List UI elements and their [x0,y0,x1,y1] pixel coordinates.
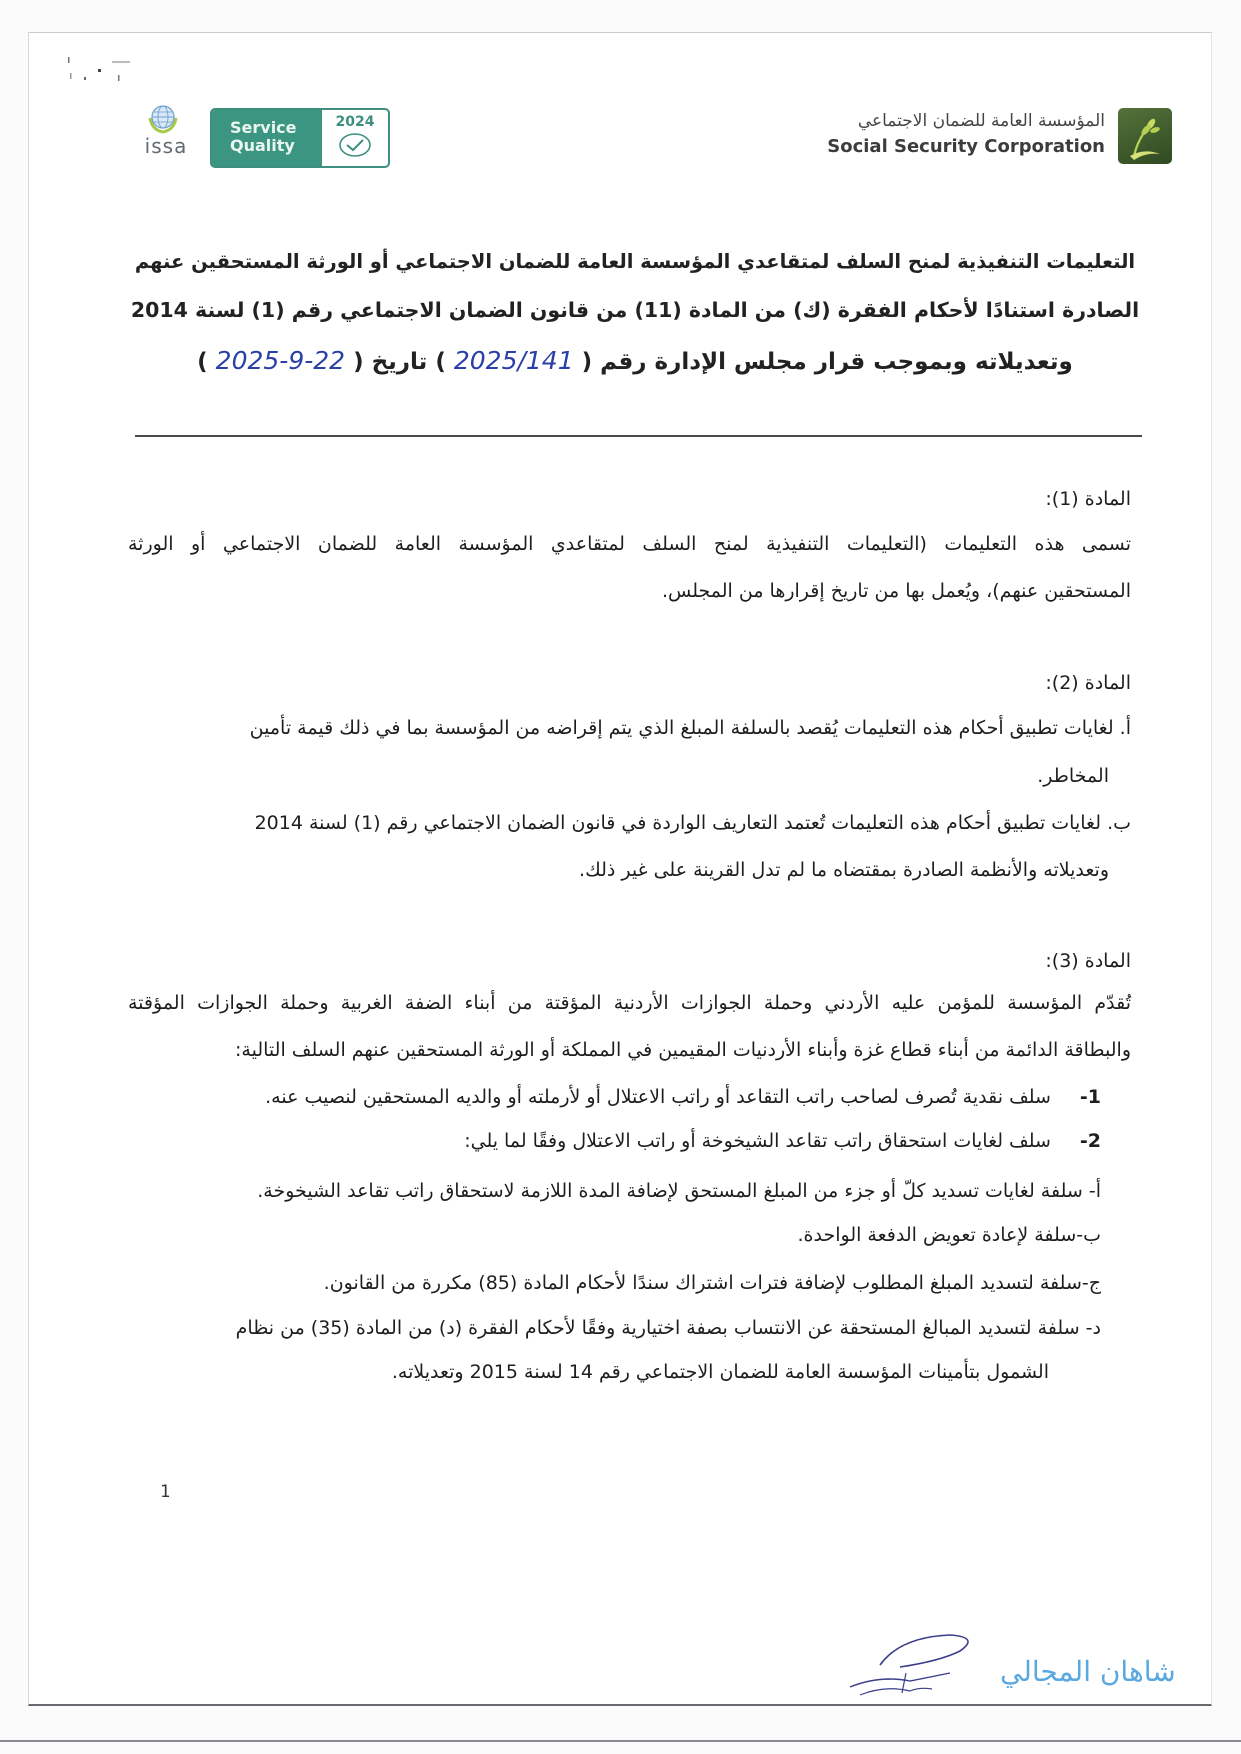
article-1-line-1: تسمى هذه التعليمات (التعليمات التنفيذية لمنح السلف لمتقاعدي المؤسسة العامة للضمان الاجتماعي أو الورثة [128,533,1131,555]
article-2-item-b [128,812,1131,834]
org-name-english: Social Security Corporation [827,136,1105,157]
article-3-intro-line-2: والبطاقة الدائمة من أبناء قطاع غزة وأبناء الأردنيات المقيمين في المملكة أو الورثة المستحقين عنهم السلف التالية: [235,1039,1131,1061]
title-line-3-suffix: ) [197,349,208,375]
title-divider [135,435,1142,437]
article-3-item-2-marker: 2- [1079,1130,1101,1152]
article-3-subitem-d-line-1: سلفة لتسديد المبالغ المستحقة عن الانتساب بصفة اختيارية وفقًا لأحكام الفقرة (د) من المادة (35) من نظام [235,1317,1080,1339]
article-3-item-2 [464,1130,1101,1152]
service-quality-label [212,110,322,166]
issa-logo-text: issa [144,134,188,158]
article-2-item-a [128,717,1131,739]
article-2-item-b-line-2: وتعديلاته والأنظمة الصادرة بمقتضاه ما لم تدل القرينة على غير ذلك. [579,859,1109,881]
ssc-logo [1118,108,1172,164]
scan-edge-line [0,1740,1241,1742]
article-2-item-b-line-1: لغايات تطبيق أحكام هذه التعليمات تُعتمد التعاريف الواردة في قانون الضمان الاجتماعي رقم (1) لسنة 2014 [254,812,1102,834]
title-line-3-middle: ) تاريخ ( [353,349,446,375]
article-3-subitem-a-marker: أ- [1088,1180,1101,1202]
page-number: 1 [160,1482,171,1502]
title-line-3 [130,346,1140,375]
article-3-item-1-marker: 1- [1079,1086,1101,1108]
title-line-2: الصادرة استنادًا لأحكام الفقرة (ك) من المادة (11) من قانون الضمان الاجتماعي رقم (1) لسنة 2014 [130,298,1140,322]
issa-logo [138,104,194,162]
article-3-item-1-text: سلف نقدية تُصرف لصاحب راتب التقاعد أو راتب الاعتلال أو لأرملته أو والديه المستحقين لنصيب عنه. [265,1086,1051,1108]
article-2-item-b-marker: ب. [1107,812,1131,834]
title-line-3-prefix: وتعديلاته وبموجب قرار مجلس الإدارة رقم ( [581,349,1073,375]
article-3-subitem-b-text: سلفة لإعادة تعويض الدفعة الواحدة. [797,1224,1077,1246]
article-3-subitem-d-marker: د- [1085,1317,1101,1339]
org-name-arabic: المؤسسة العامة للضمان الاجتماعي [857,111,1105,131]
service-quality-year: 2024 [335,114,375,130]
article-3-subitem-b [798,1224,1101,1246]
article-3-subitem-a [257,1180,1101,1202]
decision-number-handwritten: 2025/141 [453,346,574,375]
service-quality-year-box [322,110,388,166]
article-2-heading: المادة (2): [1045,672,1131,694]
article-2-item-a-line-1: لغايات تطبيق أحكام هذه التعليمات يُقصد بالسلفة المبلغ الذي يتم إقراضه من المؤسسة بما في ذلك قيمة تأمين [249,717,1114,739]
article-2-item-a-line-2: المخاطر. [1037,765,1109,787]
service-quality-line2: Quality [230,136,295,155]
article-3-intro-line-1: تُقدّم المؤسسة للمؤمن عليه الأردني وحملة الجوازات الأردنية المؤقتة من أبناء الضفة الغربية وحملة الجوازات المؤقتة [128,992,1131,1014]
article-3-heading: المادة (3): [1045,950,1131,972]
article-3-subitem-d-line-2: الشمول بتأمينات المؤسسة العامة للضمان الاجتماعي رقم 14 لسنة 2015 وتعديلاته. [391,1361,1049,1383]
article-3-subitem-c-marker: ج- [1081,1272,1101,1294]
article-2-item-a-marker: أ. [1119,717,1131,739]
globe-icon [148,104,178,134]
checkmark-circle-icon [338,132,372,158]
article-3-item-1 [265,1086,1101,1108]
article-3-subitem-d [128,1317,1101,1339]
wheat-leaf-icon [1118,108,1172,164]
article-3-subitem-a-text: سلفة لغايات تسديد كلّ أو جزء من المبلغ المستحق لإضافة المدة اللازمة لاستحقاق راتب تقاعد الشيخوخة. [257,1180,1083,1202]
article-3-subitem-c-text: سلفة لتسديد المبلغ المطلوب لإضافة فترات اشتراك سندًا لأحكام المادة (85) مكررة من القانون. [323,1272,1082,1294]
article-3-subitem-c [324,1272,1101,1294]
article-1-heading: المادة (1): [1045,488,1131,510]
title-line-1: التعليمات التنفيذية لمنح السلف لمتقاعدي المؤسسة العامة للضمان الاجتماعي أو الورثة المستحقين عنهم [134,250,1136,273]
org-name-block [827,108,1105,160]
handwritten-signature [840,1615,1000,1705]
service-quality-line1: Service [230,118,297,137]
article-3-item-2-text: سلف لغايات استحقاق راتب تقاعد الشيخوخة أو راتب الاعتلال وفقًا لما يلي: [464,1130,1051,1152]
decision-date-handwritten: 2025-9-22 [215,346,346,375]
name-stamp: شاهان المجالي [1000,1655,1176,1688]
article-1-line-2: المستحقين عنهم)، ويُعمل بها من تاريخ إقرارها من المجلس. [661,580,1131,602]
article-3-subitem-b-marker: ب- [1076,1224,1101,1246]
service-quality-badge [210,108,390,168]
